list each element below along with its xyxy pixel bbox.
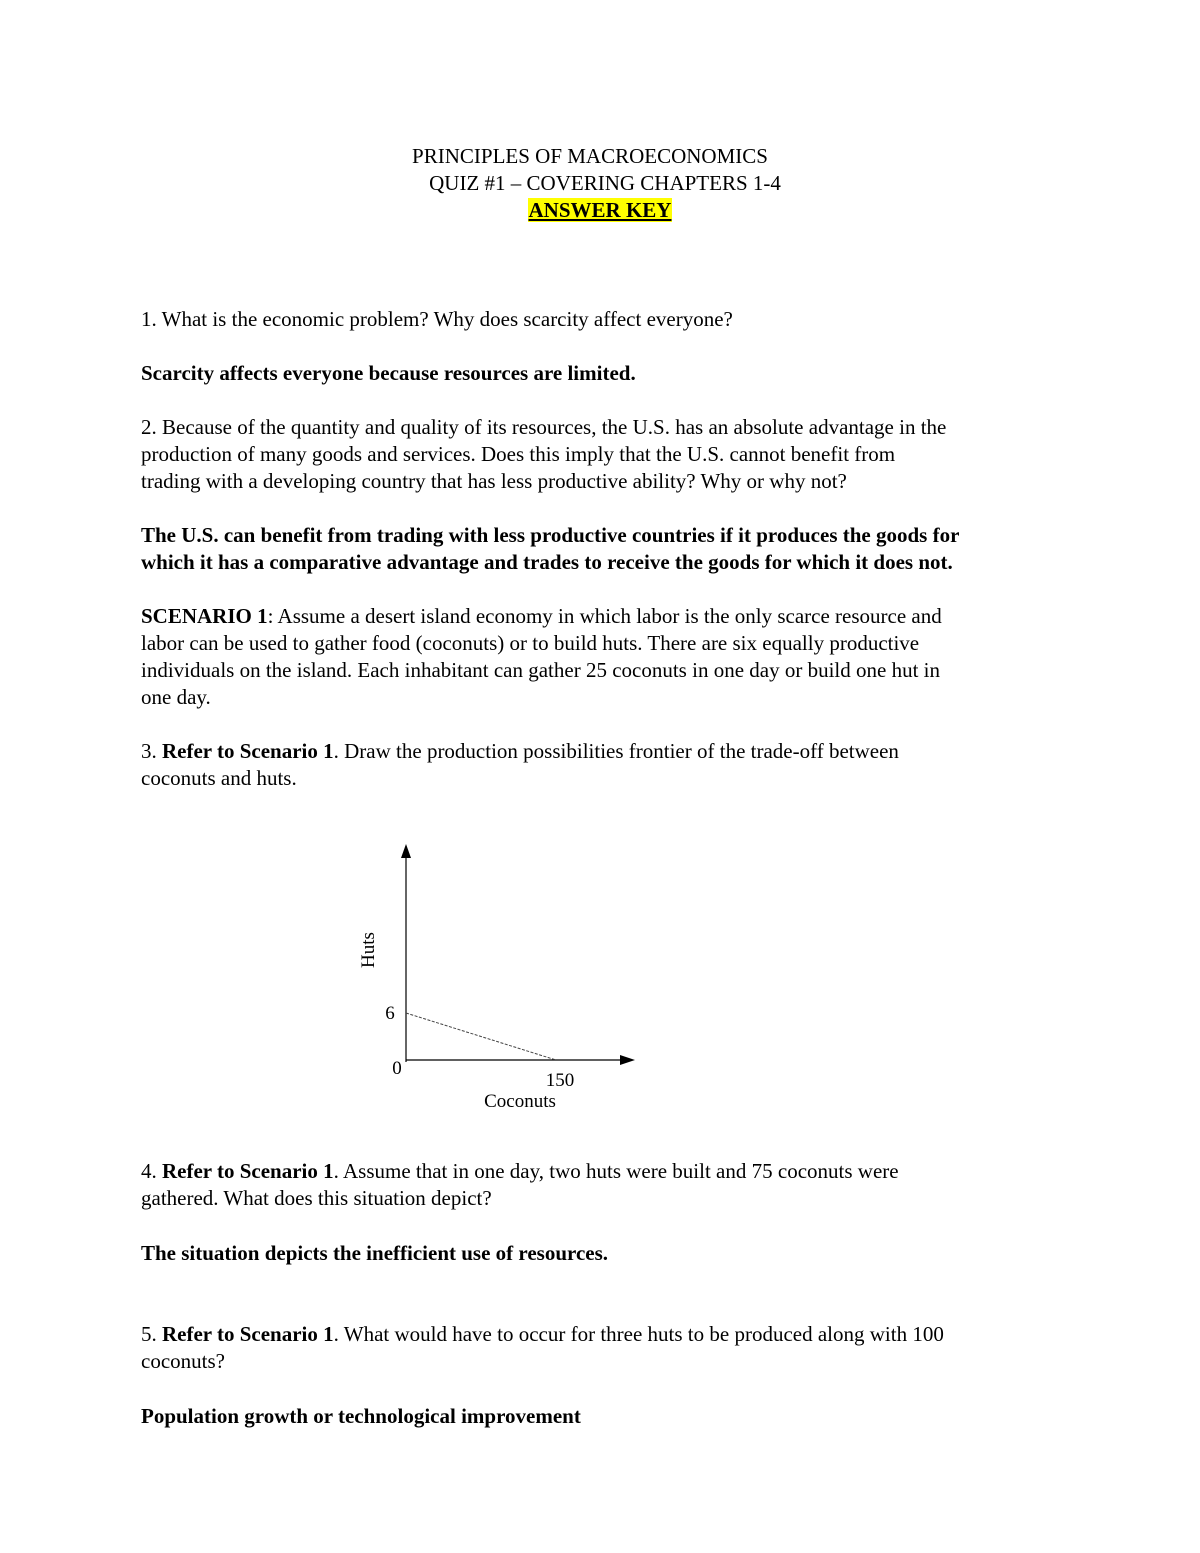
question-3-line: coconuts and huts. bbox=[141, 766, 297, 790]
y-axis-label: Huts bbox=[358, 932, 379, 968]
question-3-number: 3. bbox=[141, 739, 162, 763]
question-5-line: coconuts? bbox=[141, 1349, 225, 1373]
quiz-subtitle: QUIZ #1 – COVERING CHAPTERS 1-4 bbox=[429, 171, 781, 195]
answer-2-line: which it has a comparative advantage and trades to receive the goods for which it does not. bbox=[141, 550, 953, 574]
y-axis-arrow bbox=[401, 844, 411, 858]
scenario-1 bbox=[141, 603, 1071, 711]
ppf-chart bbox=[330, 830, 660, 1120]
question-4-number: 4. bbox=[141, 1159, 162, 1183]
question-2-line: production of many goods and services. Does this imply that the U.S. cannot benefit from bbox=[141, 442, 896, 466]
question-2-line: trading with a developing country that has less productive ability? Why or why not? bbox=[141, 469, 847, 493]
question-5-line: . What would have to occur for three huts to be produced along with 100 bbox=[333, 1322, 944, 1346]
question-2 bbox=[141, 414, 1071, 495]
question-4-line: gathered. What does this situation depict? bbox=[141, 1186, 492, 1210]
document-header bbox=[0, 143, 1200, 224]
question-3-line: . Draw the production possibilities frontier of the trade-off between bbox=[333, 739, 899, 763]
origin-label: 0 bbox=[392, 1058, 402, 1079]
question-4 bbox=[141, 1158, 1071, 1212]
question-1-text: 1. What is the economic problem? Why does scarcity affect everyone? bbox=[141, 307, 733, 331]
answer-key-label: ANSWER KEY bbox=[528, 198, 672, 222]
answer-5: Population growth or technological improvement bbox=[141, 1404, 581, 1428]
scenario-reference: Refer to Scenario 1 bbox=[162, 1159, 334, 1183]
y-tick-label: 6 bbox=[385, 1003, 395, 1024]
scenario-label: SCENARIO 1 bbox=[141, 604, 268, 628]
question-5-number: 5. bbox=[141, 1322, 162, 1346]
ppf-line bbox=[406, 1013, 556, 1060]
question-3 bbox=[141, 738, 1071, 792]
answer-1: Scarcity affects everyone because resources are limited. bbox=[141, 361, 636, 385]
course-title: PRINCIPLES OF MACROECONOMICS bbox=[412, 144, 768, 168]
scenario-line: individuals on the island. Each inhabitant can gather 25 coconuts in one day or build one hut in bbox=[141, 658, 940, 682]
answer-2-line: The U.S. can benefit from trading with less productive countries if it produces the goods for bbox=[141, 523, 960, 547]
answer-4: The situation depicts the inefficient use of resources. bbox=[141, 1241, 609, 1265]
question-4-line: . Assume that in one day, two huts were built and 75 coconuts were bbox=[333, 1159, 899, 1183]
answer-2 bbox=[141, 522, 1071, 576]
scenario-reference: Refer to Scenario 1 bbox=[162, 1322, 334, 1346]
scenario-line: labor can be used to gather food (coconuts) or to build huts. There are six equally productive bbox=[141, 631, 920, 655]
scenario-reference: Refer to Scenario 1 bbox=[162, 739, 334, 763]
scenario-line: one day. bbox=[141, 685, 211, 709]
x-axis-label: Coconuts bbox=[484, 1091, 556, 1112]
question-5 bbox=[141, 1321, 1071, 1375]
x-tick-label: 150 bbox=[545, 1070, 575, 1091]
scenario-line: : Assume a desert island economy in which labor is the only scarce resource and bbox=[267, 604, 942, 628]
x-axis-arrow bbox=[620, 1055, 635, 1065]
question-1 bbox=[141, 306, 1071, 333]
question-2-line: 2. Because of the quantity and quality of its resources, the U.S. has an absolute advantage in the bbox=[141, 415, 947, 439]
